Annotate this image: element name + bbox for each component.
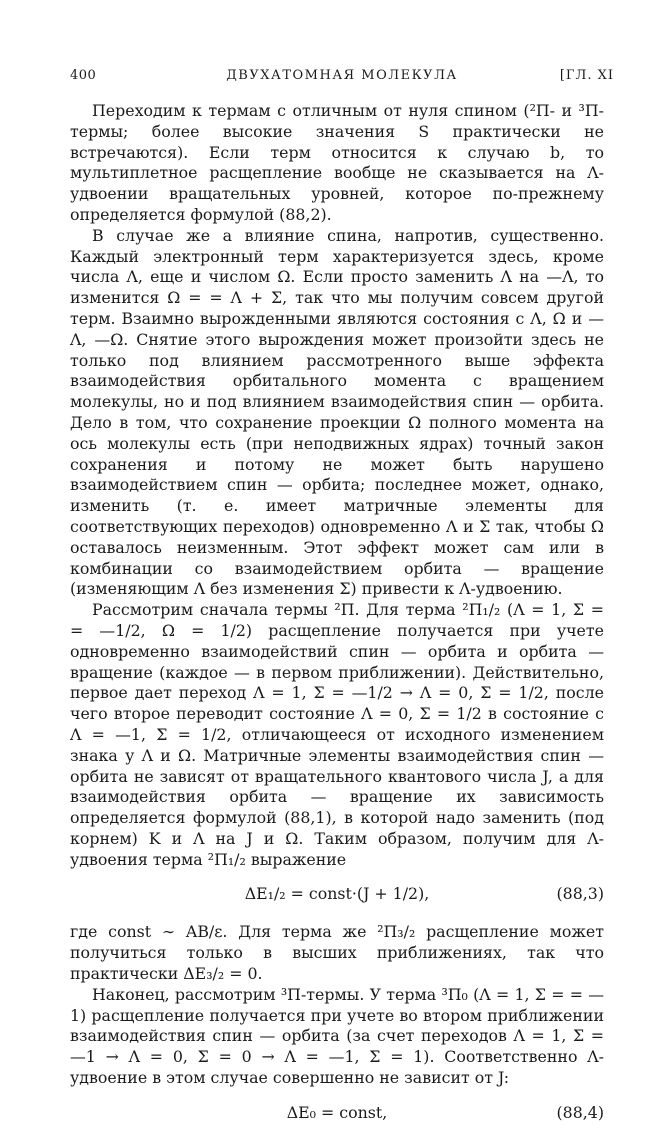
- formula-expression: ΔE₀ = const,: [286, 1102, 388, 1122]
- formula-88-3: [70, 884, 604, 906]
- page-body: [70, 101, 604, 1141]
- page-number: 400: [70, 68, 97, 83]
- running-header: [70, 68, 614, 88]
- formula-number: (88,3): [556, 884, 604, 904]
- formula-88-4: [70, 1103, 604, 1125]
- formula-number: (88,4): [556, 1102, 604, 1122]
- paragraph-2: В случае же a влияние спина, напротив, существенно. Каждый электронный терм характеризуется здесь, кроме числа Λ, еще и числом Ω. Если просто заменить Λ на —Λ, то изменится Ω = = Λ + Σ, так что мы получим совсем другой терм. Взаимно вырожденными являются состояния с Λ, Ω и —Λ, —Ω. Снятие этого вырождения может произойти здесь не только под влиянием рассмотренного выше эффекта взаимодействия орбитального момента с вращением молекулы, но и под влиянием взаимодействия спин — орбита. Дело в том, что сохранение проекции Ω полного момента на ось молекулы есть (при неподвижных ядрах) точный закон сохранения и потому не может быть нарушено взаимодействием спин — орбита; последнее может, однако, изменить (т. е. имеет матричные элементы для соответствующих переходов) одновременно Λ и Σ так, чтобы Ω оставалось неизменным. Этот эффект может сам или в комбинации со взаимодействием орбита — вращение (изменяющим Λ без изменения Σ) привести к Λ-удвоению.: [70, 225, 604, 599]
- paragraph-4: где const ∼ AB/ε. Для терма же ²П₃/₂ расщепление может получиться только в высших приближениях, так что практически ΔE₃/₂ = 0.: [70, 922, 604, 984]
- paragraph-5: Наконец, рассмотрим ³П-термы. У терма ³П₀ (Λ = 1, Σ = = —1) расщепление получается при учете во втором приближении взаимодействия спин — орбита (за счет переходов Λ = 1, Σ = —1 → Λ = 0, Σ = 0 → Λ = —1, Σ = 1). Соответственно Λ-удвоение в этом случае совершенно не зависит от J:: [70, 984, 604, 1088]
- formula-expression: ΔE₁/₂ = const·(J + 1/2),: [244, 884, 430, 904]
- paragraph-3: Рассмотрим сначала термы ²П. Для терма ²П₁/₂ (Λ = 1, Σ = = —1/2, Ω = 1/2) расщепление получается при учете одновременно взаимодействий спин — орбита и орбита — вращение (каждое — в первом приближении). Действительно, первое дает переход Λ = 1, Σ = —1/2 → Λ = 0, Σ = 1/2, после чего второе переводит состояние Λ = 0, Σ = 1/2 в состояние с Λ = —1, Σ = 1/2, отличающееся от исходного изменением знака у Λ и Ω. Матричные элементы взаимодействия спин — орбита не зависят от вращательного квантового числа J, а для взаимодействия орбита — вращение их зависимость определяется формулой (88,1), в которой надо заменить (под корнем) K и Λ на J и Ω. Таким образом, получим для Λ-удвоения терма ²П₁/₂ выражение: [70, 600, 604, 869]
- paragraph-1: Переходим к термам с отличным от нуля спином (²П- и ³П-термы; более высокие значения S практически не встречаются). Если терм относится к случаю b, то мультиплетное расщепление вообще не сказывается на Λ-удвоении вращательных уровней, которое по-прежнему определяется формулой (88,2).: [70, 101, 604, 224]
- chapter-title: ДВУХАТОМНАЯ МОЛЕКУЛА: [226, 68, 458, 83]
- section-label: [ГЛ. XI: [559, 68, 614, 83]
